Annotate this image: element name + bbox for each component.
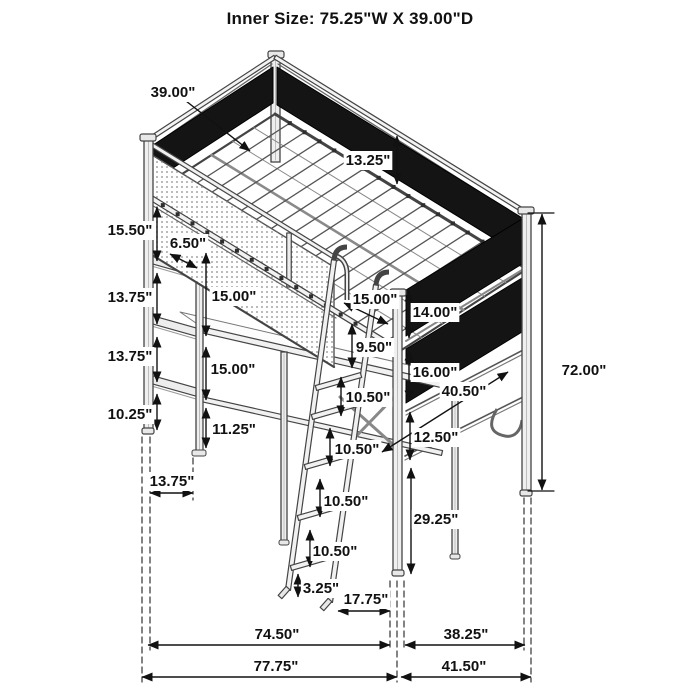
dim-label: 15.50" (107, 222, 153, 239)
dim-desk-15-00b (206, 347, 257, 400)
dim-label: 13.75" (149, 473, 195, 490)
dim-width-77-75 (142, 657, 397, 677)
dim-label: 77.75" (253, 658, 299, 675)
dim-label: 72.00" (561, 362, 607, 379)
bed-post (144, 140, 153, 431)
dim-label: 13.75" (107, 289, 153, 306)
dim-label: 15.00" (211, 288, 257, 305)
dim-label: 10.50" (312, 543, 358, 560)
dim-desk-11-25 (206, 408, 258, 448)
dim-label: 13.25" (345, 152, 391, 169)
dim-label: 6.50" (169, 235, 207, 252)
dim-label: 41.50" (441, 658, 487, 675)
dim-label: 74.50" (254, 626, 300, 643)
bed-post (452, 390, 458, 556)
dim-label: 9.50" (355, 339, 393, 356)
dim-depth-38-25 (405, 625, 525, 645)
dim-label: 15.00" (210, 361, 256, 378)
dim-label: 16.00" (412, 364, 458, 381)
dim-label: 40.50" (441, 383, 487, 400)
dim-depth-41-50 (401, 657, 531, 677)
right-end-panels (405, 219, 527, 460)
dim-base-13-75 (148, 472, 197, 493)
dim-label: 10.50" (345, 389, 391, 406)
dim-label: 3.25" (302, 580, 340, 597)
diagram-title: Inner Size: 75.25"W X 39.00"D (226, 9, 474, 28)
bed-post (522, 213, 531, 493)
mesh-panel-back-right (277, 67, 524, 257)
bed-post (393, 295, 402, 573)
dim-label: 10.50" (323, 493, 369, 510)
dim-label: 10.50" (334, 441, 380, 458)
dim-height-72-00 (528, 213, 608, 491)
dim-label: 11.25" (212, 421, 256, 438)
dim-label: 17.75" (343, 591, 389, 608)
dim-label: 29.25" (413, 511, 459, 528)
dim-ladder-10-50a (341, 377, 392, 416)
dim-label: 39.00" (150, 84, 196, 101)
dim-label: 14.00" (412, 304, 458, 321)
bed-post (281, 352, 287, 542)
dim-label: 38.25" (443, 626, 489, 643)
dim-label: 15.00" (352, 291, 398, 308)
dim-foot-17-75 (338, 590, 390, 611)
dim-label: 13.75" (107, 348, 153, 365)
bed-frame (140, 51, 534, 611)
dim-label: 12.50" (413, 429, 459, 446)
dim-width-74-50 (148, 625, 390, 645)
dim-label: 10.25" (107, 406, 153, 423)
